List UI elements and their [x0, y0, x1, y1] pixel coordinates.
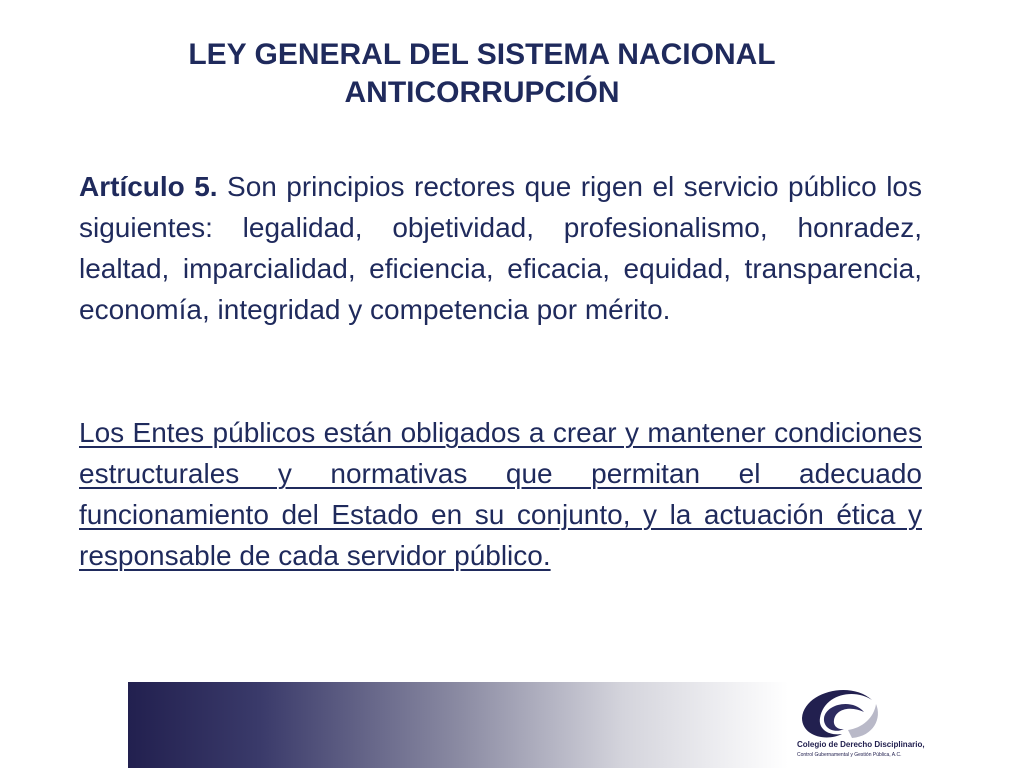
article-text: Son principios rectores que rigen el servicio público los siguientes: legalidad, objetividad, profesionalismo, honradez, lealtad, imparcialidad, eficiencia, eficacia, equidad, transparencia, economía, integridad y competencia por mérito.: [79, 171, 922, 325]
logo-text-line-1: Colegio de Derecho Disciplinario,: [797, 740, 925, 749]
article-label: Artículo 5.: [79, 171, 218, 202]
title-line-2: ANTICORRUPCIÓN: [344, 76, 620, 109]
obligations-paragraph: Los Entes públicos están obligados a crear y mantener condiciones estructurales y normativas que permitan el adecuado funcionamiento del Estado en su conjunto, y la actuación ética y responsable de cada servidor público.: [79, 417, 922, 571]
logo-text-line-2: Control Gubernamental y Gestión Pública, A.C.: [797, 752, 902, 758]
title-line-1: LEY GENERAL DEL SISTEMA NACIONAL: [188, 38, 776, 71]
article-paragraph: [79, 166, 922, 330]
slide-title: [80, 36, 884, 112]
footer-gradient-bar: [128, 682, 788, 768]
